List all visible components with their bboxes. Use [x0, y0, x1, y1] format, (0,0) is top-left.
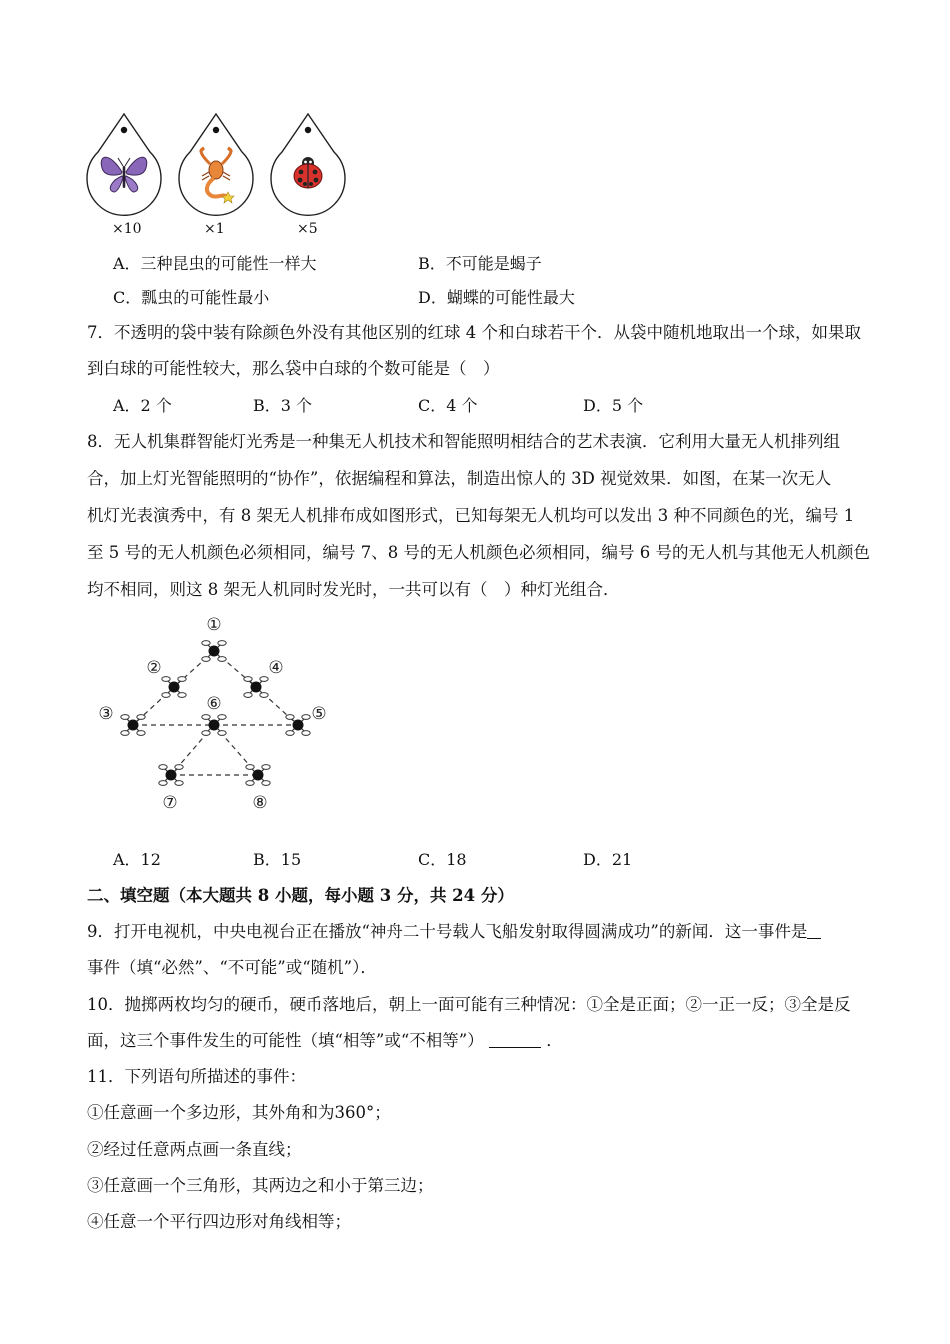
drone-1 — [202, 641, 226, 662]
insect-cards-figure — [84, 112, 364, 222]
q10-line-1: 10．抛掷两枚均匀的硬币，硬币落地后，朝上一面可能有三种情况：①全是正面；②一正一反；③全是反 — [87, 995, 851, 1014]
q8-option-c: C．18 — [418, 850, 467, 869]
q10-answer-blank[interactable] — [489, 1031, 541, 1048]
butterfly-card — [87, 114, 161, 215]
drone-label-7: ⑦ — [162, 793, 178, 813]
q9-line-2: 事件（填“必然”、“不可能”或“随机”）． — [87, 958, 377, 977]
q6-option-d: D．蝴蝶的可能性最大 — [418, 288, 575, 307]
q8-line-1: 8．无人机集群智能灯光秀是一种集无人机技术和智能照明相结合的艺术表演．它利用大量无人机排列组 — [87, 432, 840, 451]
q9-text-1: 9．打开电视机，中央电视台正在播放“神舟二十号载人飞船发射取得圆满成功”的新闻．这一事件是 — [87, 922, 808, 941]
scorpion-count: ×1 — [204, 221, 225, 237]
q9-line-1 — [87, 921, 821, 943]
ladybug-card — [271, 114, 345, 215]
butterfly-count: ×10 — [112, 221, 142, 237]
q11-item-1 — [87, 1102, 391, 1124]
drone-formation-diagram — [90, 612, 350, 832]
q8-line-3: 机灯光表演秀中，有 8 架无人机排布成如图形式，已知每架无人机均可以发出 3 种不同颜色的光，编号 1 — [87, 506, 855, 525]
q8-line-2: 合，加上灯光智能照明的“协作”，依据编程和算法，制造出惊人的 3D 视觉效果．如图，在某一次无人 — [87, 469, 832, 488]
q10-text-b: ． — [546, 1031, 563, 1050]
ladybug-count: ×5 — [297, 221, 318, 237]
drone-label-1: ① — [206, 615, 222, 635]
q11-item-2: ②经过任意两点画一条直线； — [87, 1140, 302, 1159]
q6-option-a: A．三种昆虫的可能性一样大 — [113, 254, 317, 273]
q11-item-1-math: 360° — [334, 1103, 375, 1122]
q6-option-c: C．瓢虫的可能性最小 — [113, 288, 270, 307]
drone-7 — [159, 765, 183, 786]
q9-answer-blank[interactable] — [807, 922, 821, 939]
q11-item-3: ③任意画一个三角形，其两边之和小于第三边； — [87, 1176, 434, 1195]
q11-line-1: 11．下列语句所描述的事件： — [87, 1067, 306, 1086]
q7-line-2: 到白球的可能性较大，那么袋中白球的个数可能是（ ） — [87, 359, 500, 378]
q7-option-d: D．5 个 — [583, 396, 644, 415]
q7-option-c: C．4 个 — [418, 396, 478, 415]
drone-label-8: ⑧ — [252, 793, 268, 813]
q8-line-4: 至 5 号的无人机颜色必须相同，编号 7、8 号的无人机颜色必须相同，编号 6 号的无人机与其他无人机颜色 — [87, 543, 870, 562]
q8-option-a: A．12 — [113, 850, 161, 869]
q8-option-b: B．15 — [253, 850, 302, 869]
q6-option-b: B．不可能是蝎子 — [418, 254, 542, 273]
q11-item-1-text: ①任意画一个多边形，其外角和为 — [87, 1103, 335, 1122]
section-2-heading: 二、填空题（本大题共 8 小题，每小题 3 分，共 24 分） — [87, 886, 514, 905]
q10-text-a: 面，这三个事件发生的可能性（填“相等”或“不相等”） — [87, 1031, 484, 1050]
q11-item-4: ④任意一个平行四边形对角线相等； — [87, 1212, 351, 1231]
drone-8 — [246, 765, 270, 786]
q10-line-2 — [87, 1030, 563, 1052]
drone-label-6: ⑥ — [206, 694, 222, 714]
q11-item-1-end: ； — [374, 1103, 391, 1122]
drone-label-4: ④ — [268, 658, 284, 678]
drone-label-2: ② — [146, 658, 162, 678]
drone-label-3: ③ — [98, 704, 114, 724]
q7-option-b: B．3 个 — [253, 396, 313, 415]
drone-3 — [121, 715, 145, 736]
drone-label-5: ⑤ — [311, 704, 327, 724]
q8-option-d: D．21 — [583, 850, 633, 869]
scorpion-card — [179, 114, 253, 215]
q8-line-5: 均不相同，则这 8 架无人机同时发光时，一共可以有（ ）种灯光组合． — [87, 580, 620, 599]
q7-option-a: A．2 个 — [113, 396, 172, 415]
drone-4 — [244, 677, 268, 698]
drone-2 — [162, 677, 186, 698]
q7-line-1: 7．不透明的袋中装有除颜色外没有其他区别的红球 4 个和白球若干个．从袋中随机地取出一个球，如果取 — [87, 323, 861, 342]
